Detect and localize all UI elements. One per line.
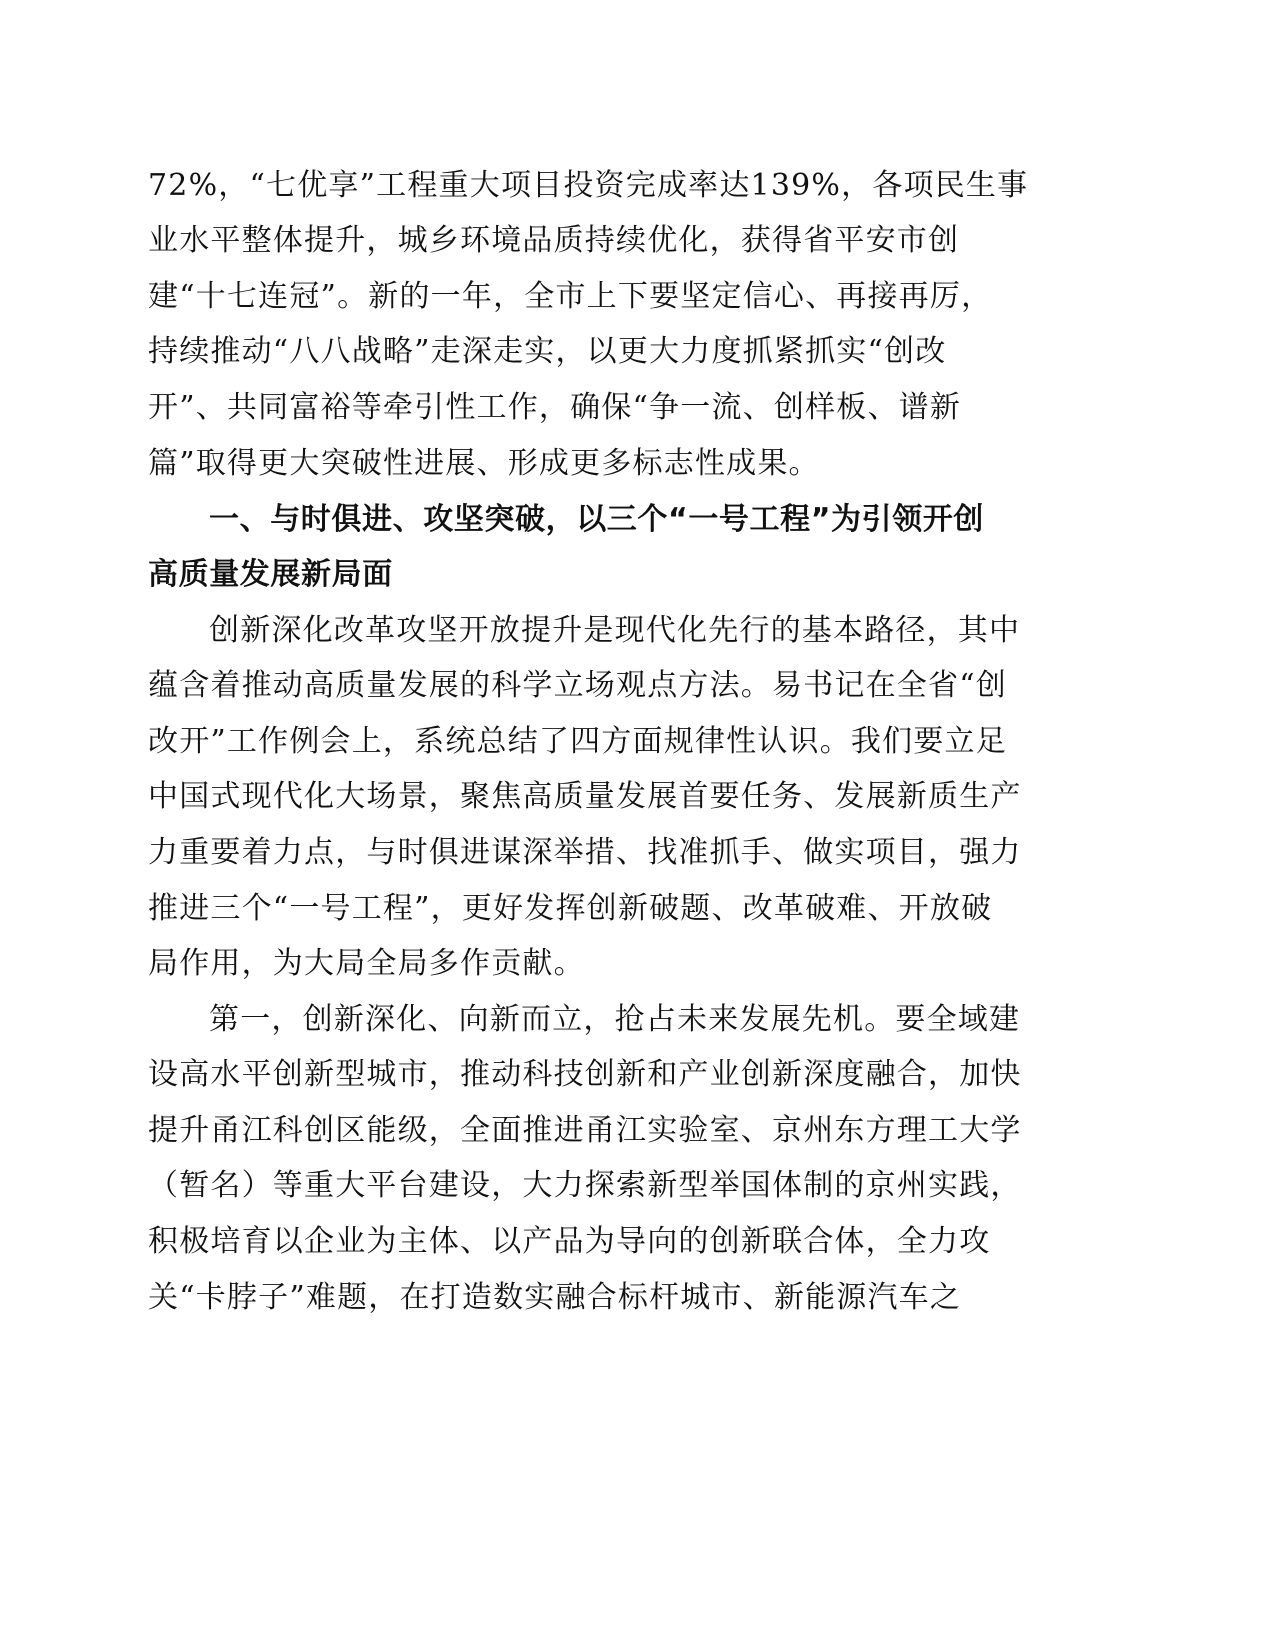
text-line: 设高水平创新型城市，推动科技创新和产业创新深度融合，加快 <box>148 1057 1022 1092</box>
section-heading: 一、与时俱进、攻坚突破，以三个“一号工程”为引领开创 <box>209 502 985 537</box>
text-line: 力重要着力点，与时俱进谋深举措、找准抓手、做实项目，强力 <box>148 835 1022 870</box>
text-line: 篇”取得更大突破性进展、形成更多标志性成果。 <box>148 446 820 481</box>
text-line: 提升甬江科创区能级，全面推进甬江实验室、京州东方理工大学 <box>148 1113 1022 1148</box>
text-line: 推进三个“一号工程”，更好发挥创新破题、改革破难、开放破 <box>148 891 993 926</box>
text-line: 局作用，为大局全局多作贡献。 <box>148 946 585 981</box>
text-line: （暂名）等重大平台建设，大力探索新型举国体制的京州实践， <box>148 1168 1022 1203</box>
text-line: 72%，“七优享”工程重大项目投资完成率达139%，各项民生事 <box>148 168 1029 203</box>
text-line: 积极培育以企业为主体、以产品为导向的创新联合体，全力攻 <box>148 1224 991 1259</box>
text-line: 创新深化改革攻坚开放提升是现代化先行的基本路径，其中 <box>209 613 1021 648</box>
text-line: 开”、共同富裕等牵引性工作，确保“争一流、创样板、谱新 <box>148 390 962 425</box>
text-line: 建“十七连冠”。新的一年，全市上下要坚定信心、再接再厉， <box>148 279 993 314</box>
text-line: 蕴含着推动高质量发展的科学立场观点方法。易书记在全省“创 <box>148 668 1007 703</box>
text-line: 关“卡脖子”难题，在打造数实融合标杆城市、新能源汽车之 <box>148 1280 962 1315</box>
text-line: 持续推动“八八战略”走深走实，以更大力度抓紧抓实“创改 <box>148 334 947 369</box>
text-line: 改开”工作例会上，系统总结了四方面规律性认识。我们要立足 <box>148 724 1007 759</box>
text-line: 中国式现代化大场景，聚焦高质量发展首要任务、发展新质生产 <box>148 779 1022 814</box>
section-heading: 高质量发展新局面 <box>148 557 393 592</box>
text-line: 业水平整体提升，城乡环境品质持续优化，获得省平安市创 <box>148 223 960 258</box>
text-line: 第一，创新深化、向新而立，抢占未来发展先机。要全域建 <box>209 1002 1021 1037</box>
